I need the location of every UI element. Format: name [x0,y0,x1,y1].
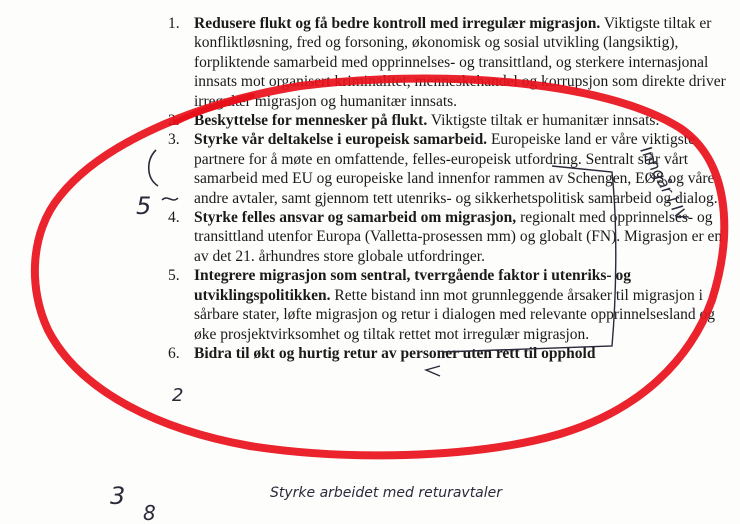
item-heading: Integrere migrasjon som sentral, tverrgående faktor i utenriks- og utviklingspolitikken. [194,267,631,304]
list-item-1 [168,14,728,111]
item-heading: Beskyttelse for mennesker på flukt. [194,112,428,130]
item-body: Viktigste tiltak er konfliktløsning, fred og forsoning, økonomisk og sosial utvikling (langsiktig), forpliktende samarbeid med opprinnelses- og transittland, og sterkere internasjonal innsats mot organisert kriminalitet, menneskehandel og korrupsjon som direkte driver irregulær migrasjon og humanitær innsats. [194,15,726,110]
item-heading: Styrke vår deltakelse i europeisk samarbeid. [194,131,488,149]
list-item-4 [168,208,728,266]
list-item-3 [168,130,728,208]
item-number: 1. [168,15,180,32]
numbered-list [168,14,728,363]
item-number: 5. [168,267,180,285]
overwritten-number-item6: 8 [143,501,156,524]
list-item-6 [168,344,728,363]
overwritten-number-item5: 2 [172,385,184,406]
item-number: 2. [168,112,180,130]
item-heading: Bidra til økt og hurtig retur av personer uten rett til opphold [194,344,596,362]
margin-number-five: 5 [136,192,152,220]
list-item-2 [168,111,728,130]
item-heading: Redusere flukt og få bedre kontroll med irregulær migrasjon. [194,15,601,32]
margin-number-three: 3 [110,482,126,510]
bracket-mark [149,150,158,186]
item-number: 4. [168,209,180,227]
item-number: 6. [168,344,180,362]
list-item-5 [168,266,728,344]
item-number: 3. [168,131,180,149]
item-body: Viktigste tiltak er humanitær innsats. [427,112,660,130]
right-margin-note: Inngår i IV [636,142,692,225]
item-body: Europeiske land er våre viktigste partnere for å møte en omfattende, felles-europeisk utfordring. Sentralt står vårt samarbeid med EU og europeiske land innenfor rammen av Schengen, EØS og våre andre avtaler, samt gjennom tett utenriks- og sikkerhetspolitisk samarbeid og dialog. [194,131,718,207]
item-heading: Styrke felles ansvar og samarbeid om migrasjon, [194,209,517,227]
item-body: Rette bistand inn mot grunnleggende årsaker til migrasjon i sårbare stater, løfte migrasjon og retur i dialogen med relevante opprinnelsesland og øke prosjektvirksomhet og tiltak rettet mot irregulær migrasjon. [194,286,716,343]
arrow-tip [426,366,440,376]
item-body: regionalt med opprinnelses- og transittland utenfor Europa (Valletta-prosessen mm) og globalt (FN). Migrasjon er en av det 21. århundres store globale utfordringer. [194,209,723,265]
inline-handwritten-note: Styrke arbeidet med returavtaler [270,485,503,501]
